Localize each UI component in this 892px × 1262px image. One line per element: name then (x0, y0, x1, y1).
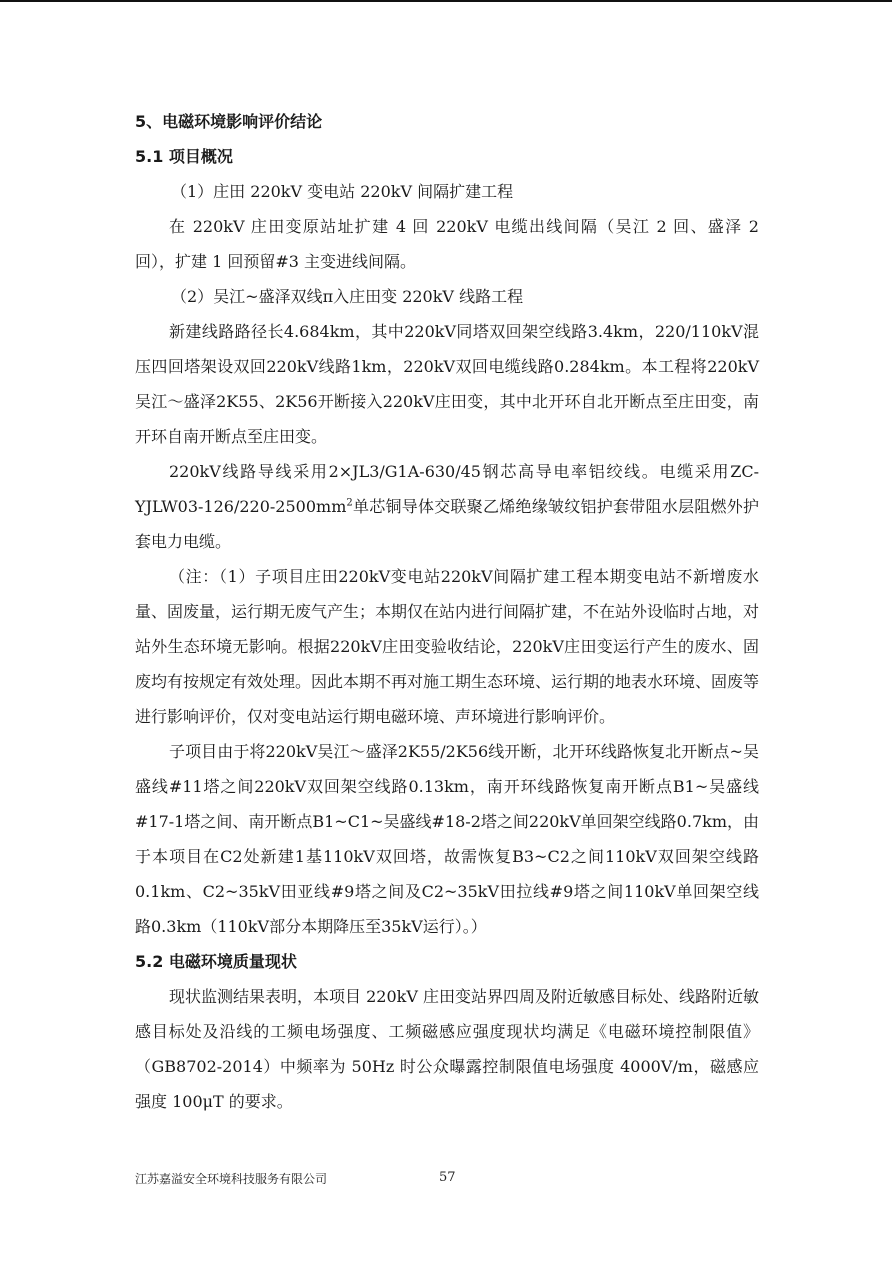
page-number: 57 (439, 1170, 456, 1185)
cable-text-part2: 单芯铜导体交联聚乙烯绝缘皱纹铝护套带阻水层阻燃外护套电力电缆。 (135, 497, 759, 551)
status-paragraph: 现状监测结果表明，本项目 220kV 庄田变站界四周及附近敏感目标处、线路附近敏感目标处及沿线的工频电场强度、工频磁感应强度现状均满足《电磁环境控制限值》（GB8702-2014）中频率为 50Hz 时公众曝露控制限值电场强度 4000V/m，磁感应强度 100μT 的要求。 (135, 987, 759, 1111)
superscript-2: 2 (346, 497, 353, 509)
note-paragraph-2: 子项目由于将220kV吴江～盛泽2K55/2K56线开断，北开环线路恢复北开断点~吴盛线#11塔之间220kV双回架空线路0.13km，南开环线路恢复南开断点B1~吴盛线#17-1塔之间、南开断点B1~C1~吴盛线#18-2塔之间220kV单回架空线路0.7km，由于本项目在C2处新建1基110kV双回塔，故需恢复B3~C2之间110kV双回架空线路0.1km、C2~35kV田亚线#9塔之间及C2~35kV田拉线#9塔之间110kV单回架空线路0.3km（110kV部分本期降压至35kV运行）。） (135, 742, 759, 936)
item1-title: （1）庄田 220kV 变电站 220kV 间隔扩建工程 (171, 182, 514, 201)
cable-text-part1: 220kV线路导线采用2×JL3/G1A-630/45钢芯高导电率铝绞线。电缆采用ZC-YJLW03-126/220-2500mm (135, 462, 759, 516)
item2-paragraph: 新建线路路径长4.684km，其中220kV同塔双回架空线路3.4km，220/110kV混压四回塔架设双回220kV线路1km，220kV双回电缆线路0.284km。本工程将220kV吴江～盛泽2K55、2K56开断接入220kV庄田变，其中北开环自北开断点至庄田变，南开环自南开断点至庄田变。 (135, 322, 759, 446)
footer-company-name: 江苏嘉溢安全环境科技服务有限公司 (135, 1172, 328, 1186)
section-heading-5-1: 5.1 项目概况 (135, 147, 233, 166)
top-border-line (0, 0, 892, 2)
item1-paragraph: 在 220kV 庄田变原站址扩建 4 回 220kV 电缆出线间隔（吴江 2 回、盛泽 2 回），扩建 1 回预留#3 主变进线间隔。 (135, 217, 759, 271)
section-heading-5-2: 5.2 电磁环境质量现状 (135, 952, 297, 971)
note-paragraph-1: （注：（1）子项目庄田220kV变电站220kV间隔扩建工程本期变电站不新增废水量、固废量，运行期无废气产生；本期仅在站内进行间隔扩建，不在站外设临时占地，对站外生态环境无影响。根据220kV庄田变验收结论，220kV庄田变运行产生的废水、固废均有按规定有效处理。因此本期不再对施工期生态环境、运行期的地表水环境、固废等进行影响评价，仅对变电站运行期电磁环境、声环境进行影响评价。 (135, 567, 760, 726)
cable-paragraph (135, 454, 759, 559)
section-heading-5: 5、电磁环境影响评价结论 (135, 112, 323, 131)
page-footer (135, 1170, 759, 1190)
item2-title: （2）吴江~盛泽双线π入庄田变 220kV 线路工程 (171, 287, 524, 306)
document-body (135, 104, 759, 1119)
